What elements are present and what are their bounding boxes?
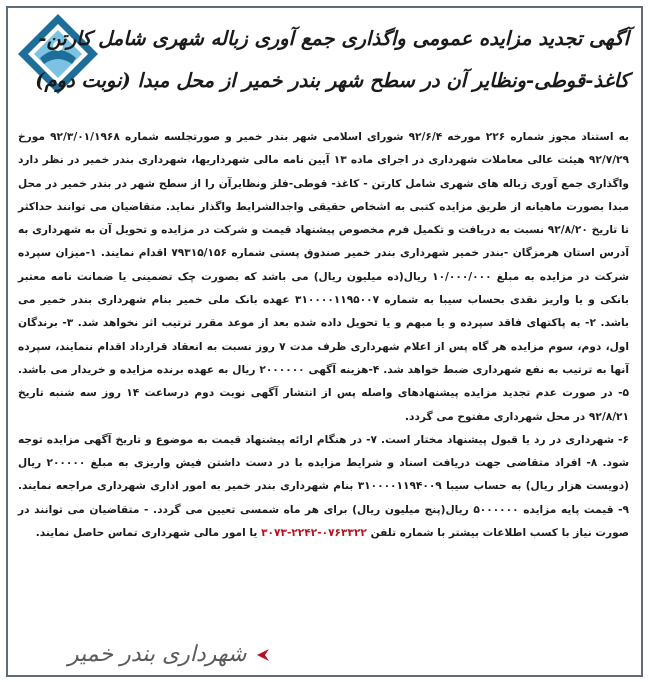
title-line-2: کاغذ-قوطی-ونظایر آن در سطح شهر بندر خمیر از محل مبدا (نوبت دوم) — [35, 69, 629, 92]
announcement-body — [18, 126, 629, 545]
announcement-frame — [6, 6, 643, 677]
paragraph-1: به استناد مجوز شماره ۲۲۶ مورخه ۹۲/۶/۴ شورای اسلامی شهر بندر خمیر و صورتجلسه شماره ۹۲/۳/۰۱/۱۹۶۸ مورخ ۹۲/۷/۲۹ هیئت عالی معاملات شهرداری در اجرای ماده ۱۳ آیین نامه مالی شهرداریها، شهرداری بندر خمیر در نظر دارد واگذاری جمع آوری زباله های شهری شامل کارتن - کاغذ- قوطی-فلز ونظایرآن را از سطح شهر در بندر خمیر در محل مبدا بصورت ماهیانه از طریق مزایده کتبی به اشخاص حقیقی واجدالشرایط واگذار نماید. متقاضیان می توانند حداکثر تا تاریخ ۹۲/۸/۲۰ نسبت به دریافت و تکمیل فرم مخصوص پیشنهاد قیمت و شرکت در مزایده و تحویل آن به شهرداری به آدرس استان هرمزگان -بندر خمیر شهرداری بندر خمیر صندوق پستی شماره ۷۹۳۱۵/۱۵۶ اقدام نمایند. ۱-میزان سپرده شرکت در مزایده به مبلغ ۱۰/۰۰۰/۰۰۰ ریال(ده میلیون ریال) می باشد که بصورت چک تضمینی یا ضمانت نامه معتبر بانکی و یا واریز نقدی بحساب سیبا به شماره ۳۱۰۰۰۰۱۱۹۵۰۰۷ عهده بانک ملی خمیر بنام شهرداری بندر خمیر می باشد. ۲- به پاکتهای فاقد سپرده و یا مبهم و یا تحویل داده شده بعد از موعد مقرر ترتیب اثر نخواهد شد. ۳- برندگان اول، دوم، سوم مزایده هر گاه پس از اعلام شهرداری ظرف مدت ۷ روز نسبت به انعقاد قرارداد اقدام ننمایند، سپرده آنها به ترتیب به نفع شهرداری ضبط خواهد شد. ۴-هزینه آگهی ۲۰۰۰۰۰۰ ریال به عهده برنده مزایده و خریدار می باشد. ۵- در صورت عدم تجدید مزایده پیشنهادهای واصله پس از انتشار آگهی نوبت دوم درساعت ۱۴ روز سه شنبه تاریخ ۹۲/۸/۲۱ در محل شهرداری مفتوح می گردد. — [18, 131, 629, 423]
header — [8, 8, 641, 116]
paragraph-2-text: ۶- شهرداری در رد یا قبول پیشنهاد مختار است. ۷- در هنگام ارائه پیشنهاد قیمت به موضوع و تاریخ آگهی مزایده توجه شود. ۸- افراد متقاضی جهت دریافت اسناد و شرایط مزایده با در دست داشتن فیش واریزی به مبلغ ۲۰۰۰۰۰ ریال (دویست هزار ریال) به حساب سیبا ۳۱۰۰۰۰۱۱۹۴۰۰۹ بنام شهرداری بندر خمیر به امور اداری شهرداری مراجعه نمایند. ۹- قیمت پایه مزایده ۵۰۰۰۰۰۰ ریال(پنج میلیون ریال) برای هر ماه شمسی تعیین می گردد. - متقاضیان می توانند در صورت نیاز با کسب اطلاعات بیشتر با شماره تلفن — [18, 433, 630, 540]
signature — [68, 642, 270, 667]
title-line-1: آگهی تجدید مزایده عمومی واگذاری جمع آوری زباله شهری شامل کارتن- — [38, 27, 629, 50]
paragraph-2 — [18, 429, 629, 545]
page-title — [35, 18, 629, 102]
red-arrow-icon — [256, 648, 270, 662]
phone-suffix: یا امور مالی شهرداری تماس حاصل نمایند. — [35, 527, 262, 540]
phone-number: ۰۷۶۳۳۲۲-۲۲۴۲-۳۰۷۳ — [261, 527, 367, 540]
signature-text: شهرداری بندر خمیر — [68, 642, 247, 667]
